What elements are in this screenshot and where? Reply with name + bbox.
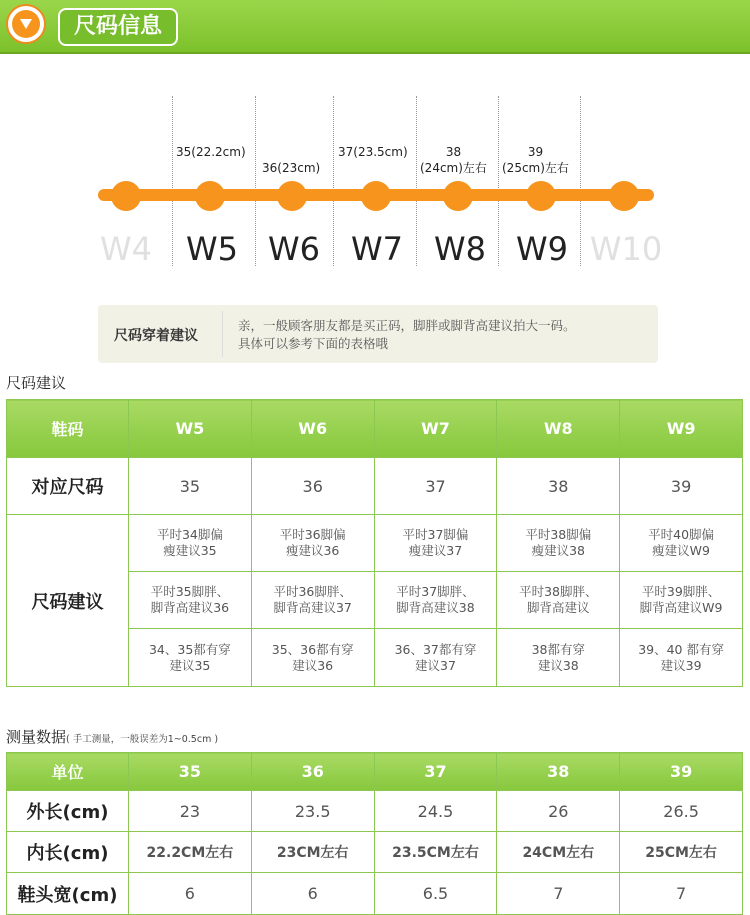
table-header: 36 xyxy=(251,753,374,791)
size-label: W7 xyxy=(351,230,403,268)
timeline-dot xyxy=(443,181,473,211)
table-cell: 35、36都有穿 建议36 xyxy=(251,629,374,687)
size-label: W4 xyxy=(100,230,152,268)
table-row xyxy=(7,832,743,873)
table-cell: 23CM左右 xyxy=(251,832,374,873)
table-cell: 7 xyxy=(620,873,743,915)
table-cell: 23.5CM左右 xyxy=(374,832,497,873)
table-cell: 39 xyxy=(620,458,743,515)
section-title: 尺码信息 xyxy=(58,8,178,46)
size-table-title: 尺码建议 xyxy=(6,374,67,392)
size-note: 38 (24cm)左右 xyxy=(420,145,487,175)
timeline-dot xyxy=(526,181,556,211)
timeline-dot xyxy=(277,181,307,211)
row-label: 内长(cm) xyxy=(7,832,129,873)
table-header: W6 xyxy=(251,400,374,458)
size-note: 36(23cm) xyxy=(262,161,321,175)
table-cell: 平时38脚偏 瘦建议38 xyxy=(497,515,620,572)
size-timeline xyxy=(0,88,750,268)
measure-table xyxy=(6,752,743,915)
table-cell: 6.5 xyxy=(374,873,497,915)
table-cell: 平时37脚偏 瘦建议37 xyxy=(374,515,497,572)
table-cell: 24.5 xyxy=(374,791,497,832)
table-cell: 36、37都有穿 建议37 xyxy=(374,629,497,687)
size-note: 37(23.5cm) xyxy=(338,145,408,159)
table-cell: 38 xyxy=(497,458,620,515)
table-header: W7 xyxy=(374,400,497,458)
table-cell: 22.2CM左右 xyxy=(129,832,252,873)
size-table xyxy=(6,399,743,687)
table-cell: 平时39脚胖、 脚背高建议W9 xyxy=(620,572,743,629)
table-cell: 6 xyxy=(251,873,374,915)
table-cell: 39、40 都有穿 建议39 xyxy=(620,629,743,687)
dropdown-arrow-icon xyxy=(6,4,46,44)
row-label: 外长(cm) xyxy=(7,791,129,832)
table-header: W8 xyxy=(497,400,620,458)
table-cell: 23.5 xyxy=(251,791,374,832)
table-row xyxy=(7,791,743,832)
size-label: W8 xyxy=(434,230,486,268)
table-cell: 26.5 xyxy=(620,791,743,832)
row-label: 鞋头宽(cm) xyxy=(7,873,129,915)
table-cell: 平时40脚偏 瘦建议W9 xyxy=(620,515,743,572)
advice-text: 亲，一般顾客朋友都是买正码，脚胖或脚背高建议拍大一码。 具体可以参考下面的表格哦 xyxy=(238,318,576,351)
table-cell: 平时35脚胖、 脚背高建议36 xyxy=(129,572,252,629)
table-header: 37 xyxy=(374,753,497,791)
size-label: W10 xyxy=(589,230,663,268)
table-cell: 平时34脚偏 瘦建议35 xyxy=(129,515,252,572)
table-cell: 37 xyxy=(374,458,497,515)
table-header: W5 xyxy=(129,400,252,458)
divider xyxy=(222,311,223,357)
table-cell: 26 xyxy=(497,791,620,832)
table-cell: 平时36脚胖、 脚背高建议37 xyxy=(251,572,374,629)
size-note: 35(22.2cm) xyxy=(176,145,246,159)
table-cell: 平时38脚胖、 脚背高建议 xyxy=(497,572,620,629)
timeline-dot xyxy=(195,181,225,211)
table-header: 鞋码 xyxy=(7,400,129,458)
table-header: 单位 xyxy=(7,753,129,791)
advice-title: 尺码穿着建议 xyxy=(114,328,198,344)
table-header: W9 xyxy=(620,400,743,458)
table-cell: 7 xyxy=(497,873,620,915)
table-header: 39 xyxy=(620,753,743,791)
table-cell: 25CM左右 xyxy=(620,832,743,873)
size-label: W5 xyxy=(186,230,238,268)
timeline-dot xyxy=(361,181,391,211)
measure-table-title: 测量数据( 手工测量，一般误差为1~0.5cm ) xyxy=(6,728,219,746)
advice-box xyxy=(98,305,658,363)
table-row xyxy=(7,873,743,915)
table-cell: 23 xyxy=(129,791,252,832)
measure-note: ( 手工测量，一般误差为1~0.5cm ) xyxy=(66,734,219,745)
table-cell: 38都有穿 建议38 xyxy=(497,629,620,687)
table-cell: 6 xyxy=(129,873,252,915)
table-cell: 平时37脚胖、 脚背高建议38 xyxy=(374,572,497,629)
row-label: 尺码建议 xyxy=(7,515,129,687)
row-label: 对应尺码 xyxy=(7,458,129,515)
table-cell: 36 xyxy=(251,458,374,515)
timeline-dot xyxy=(609,181,639,211)
table-header: 35 xyxy=(129,753,252,791)
size-label: W6 xyxy=(268,230,320,268)
table-cell: 35 xyxy=(129,458,252,515)
section-header xyxy=(0,0,750,54)
table-header: 38 xyxy=(497,753,620,791)
table-cell: 34、35都有穿 建议35 xyxy=(129,629,252,687)
table-row xyxy=(7,515,743,572)
table-cell: 24CM左右 xyxy=(497,832,620,873)
timeline-dot xyxy=(111,181,141,211)
table-row xyxy=(7,458,743,515)
table-cell: 平时36脚偏 瘦建议36 xyxy=(251,515,374,572)
size-label: W9 xyxy=(516,230,568,268)
size-note: 39 (25cm)左右 xyxy=(502,145,569,175)
